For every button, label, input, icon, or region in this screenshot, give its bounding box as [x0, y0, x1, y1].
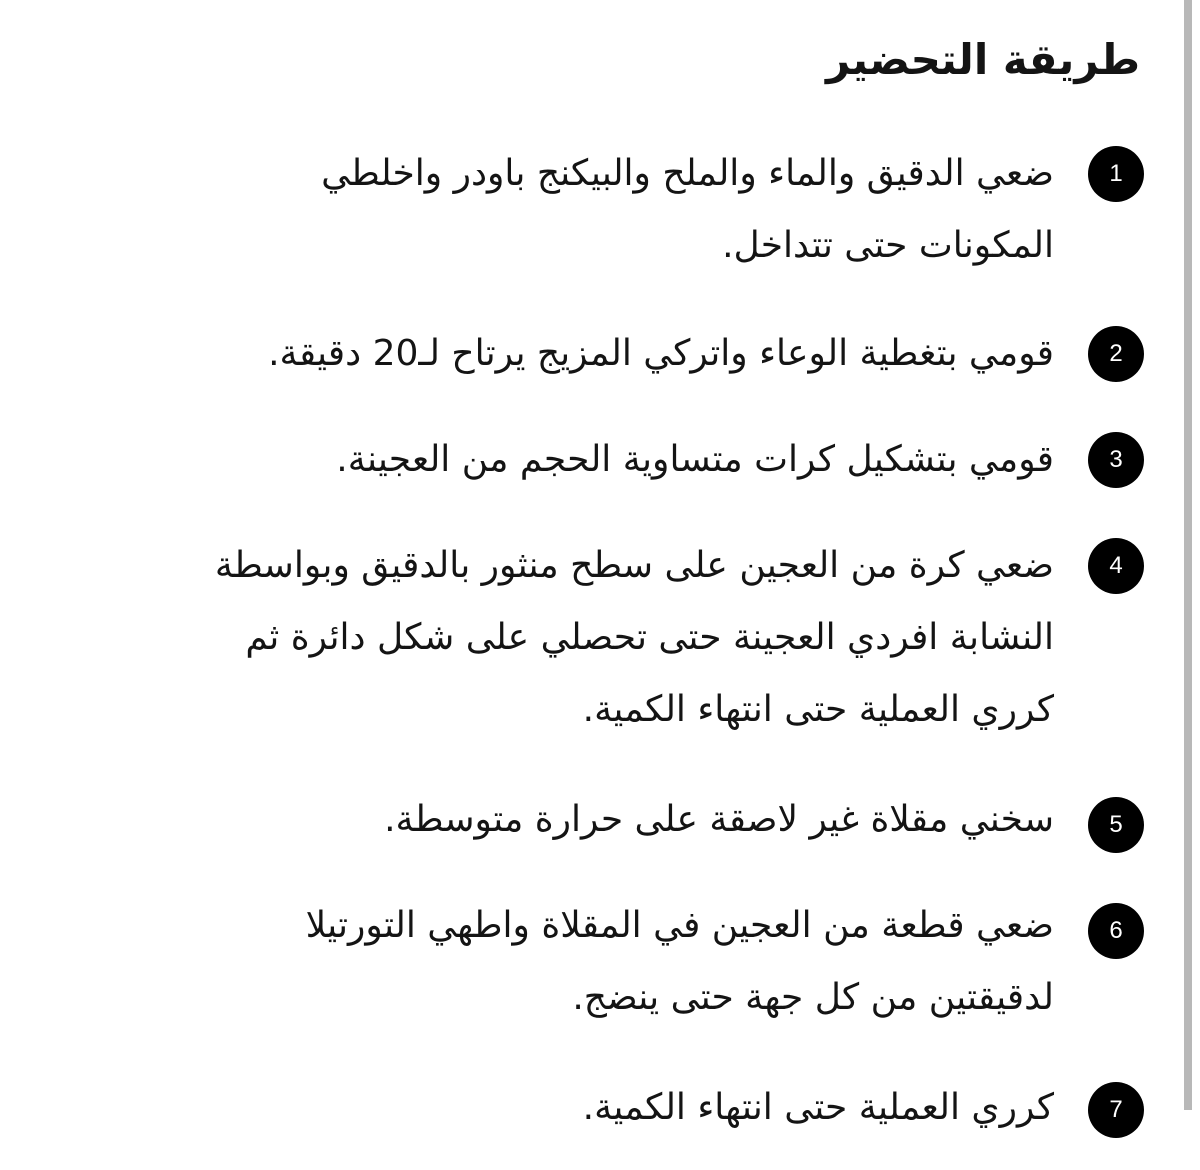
step-text: [84, 890, 1054, 1034]
step-text-line: كرري العملية حتى انتهاء الكمية.: [582, 1087, 1054, 1128]
step-text-line: قومي بتغطية الوعاء واتركي المزيج يرتاح لـ20 دقيقة.: [268, 333, 1054, 374]
step-text-line: قومي بتشكيل كرات متساوية الحجم من العجينة.: [336, 439, 1054, 480]
step-text: [84, 318, 1054, 390]
step-text: [84, 530, 1054, 746]
step-text: [84, 784, 1054, 856]
scrollbar[interactable]: [1184, 0, 1192, 1110]
page-title: طريقة التحضير: [825, 35, 1140, 84]
step-text: [84, 424, 1054, 496]
step-number-badge: 3: [1088, 432, 1144, 488]
step-number-badge: 4: [1088, 538, 1144, 594]
step-text-line: لدقيقتين من كل جهة حتى ينضج.: [572, 977, 1054, 1018]
step-text-line: كرري العملية حتى انتهاء الكمية.: [582, 689, 1054, 730]
step-number-badge: 1: [1088, 146, 1144, 202]
step-text: [84, 1072, 1054, 1144]
step-text-line: سخني مقلاة غير لاصقة على حرارة متوسطة.: [384, 799, 1054, 840]
step-number-badge: 2: [1088, 326, 1144, 382]
step-text-line: ضعي كرة من العجين على سطح منثور بالدقيق وبواسطة: [214, 545, 1054, 586]
step-text-line: المكونات حتى تتداخل.: [722, 225, 1054, 266]
step-text: [84, 138, 1054, 282]
step-text-line: النشابة افردي العجينة حتى تحصلي على شكل دائرة ثم: [245, 617, 1054, 658]
step-number-badge: 6: [1088, 903, 1144, 959]
step-text-line: ضعي قطعة من العجين في المقلاة واطهي التورتيلا: [305, 905, 1054, 946]
step-number-badge: 5: [1088, 797, 1144, 853]
step-text-line: ضعي الدقيق والماء والملح والبيكنج باودر واخلطي: [321, 153, 1054, 194]
step-number-badge: 7: [1088, 1082, 1144, 1138]
